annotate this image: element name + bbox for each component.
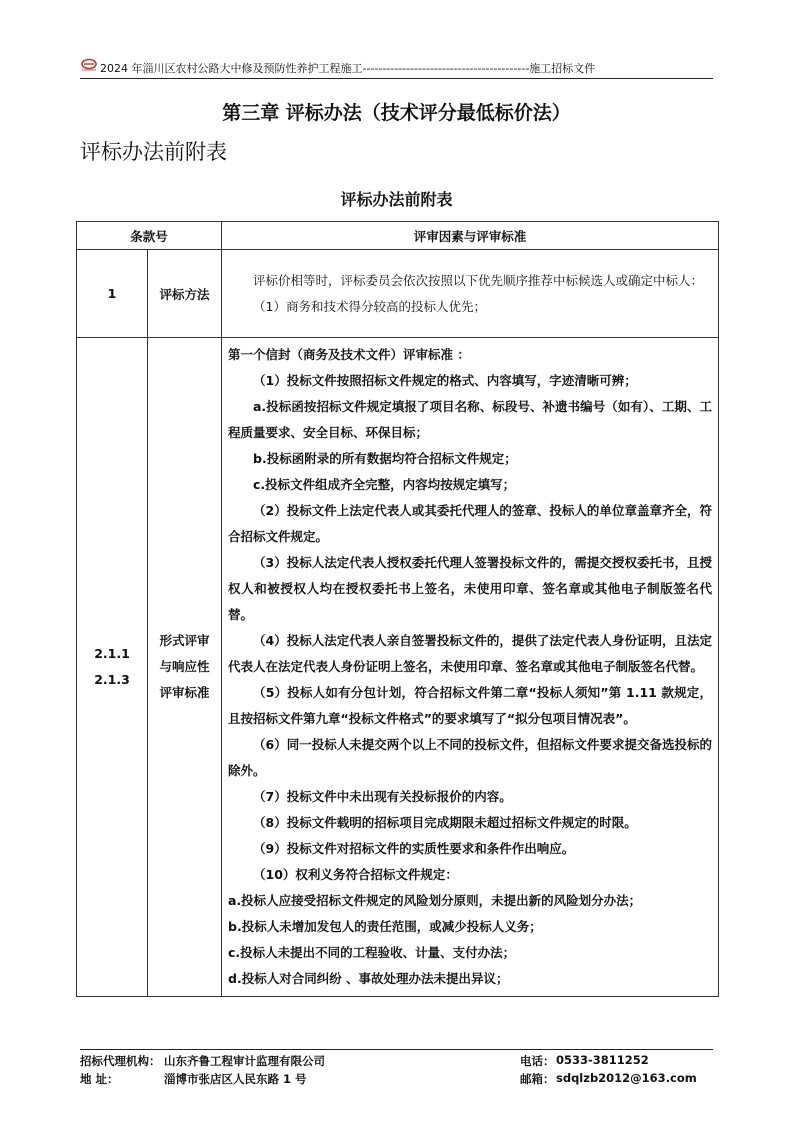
criteria-item: c.投标人未提出不同的工程验收、计量、支付办法； [228, 945, 516, 960]
table-row [77, 338, 719, 997]
section-title: 评标办法前附表 [80, 140, 227, 164]
agency-value: 山东齐鲁工程审计监理有限公司 [164, 1054, 325, 1068]
criteria-item: b.投标人未增加发包人的责任范围，或减少投标人义务； [228, 919, 542, 934]
header-text: 2024 年淄川区农村公路大中修及预防性养护工程施工------------------------------------------施工招标文件 [100, 62, 596, 75]
clause-number: 1 [77, 250, 148, 338]
page-footer [80, 1049, 713, 1086]
criteria-item: （8）投标文件载明的招标项目完成期限未超过招标文件规定的时限。 [253, 815, 637, 830]
chapter-title: 第三章 评标办法（技术评分最低标价法） [222, 102, 571, 124]
criteria-item: （4）投标人法定代表人亲自签署投标文件的，提供了法定代表人身份证明，且法定代表人在法定代表人身份证明上签名，未使用印章、签名章或其他电子制版签名代替。 [228, 633, 712, 674]
criteria-line: 评标价相等时，评标委员会依次按照以下优先顺序推荐中标候选人或确定中标人： [253, 272, 704, 288]
criteria-item: c.投标文件组成齐全完整，内容均按规定填写； [253, 477, 516, 492]
criteria-item: （3）投标人法定代表人授权委托代理人签署投标文件的，需提交授权委托书，且授权人和被授权人均在授权委托书上签名，未使用印章、签名章或其他电子制版签名代替。 [228, 555, 712, 622]
evaluation-table [76, 221, 719, 997]
table-row [77, 250, 719, 338]
phone-label: 电话： [520, 1054, 555, 1068]
clause-number: 2.1.1 2.1.3 [77, 338, 148, 997]
criteria-cell [222, 250, 719, 338]
criteria-item: （6）同一投标人未提交两个以上不同的投标文件，但招标文件要求提交备选投标的除外。 [228, 737, 712, 778]
clause-name: 评标方法 [148, 250, 222, 338]
criteria-item: b.投标函附录的所有数据均符合招标文件规定； [253, 451, 517, 466]
address-label: 地 址： [80, 1072, 119, 1086]
table-header-row [77, 222, 719, 250]
email-value: sdqlzb2012@163.com [556, 1071, 697, 1085]
criteria-item: （9）投标文件对招标文件的实质性要求和条件作出响应。 [253, 841, 575, 856]
col-header-criteria: 评审因素与评审标准 [222, 222, 719, 250]
criteria-item: d.投标人对合同纠纷 、事故处理办法未提出异议； [228, 971, 509, 986]
criteria-item: （1）投标文件按照招标文件规定的格式、内容填写，字迹清晰可辨； [253, 373, 637, 388]
company-logo-icon [80, 58, 98, 72]
criteria-intro: 第一个信封（商务及技术文件）评审标准 ： [228, 347, 470, 362]
phone-value: 0533-3811252 [556, 1053, 649, 1067]
criteria-item: a.投标人应接受招标文件规定的风险划分原则，未提出新的风险划分办法； [228, 893, 642, 908]
criteria-item: （10）权利义务符合招标文件规定： [253, 867, 458, 882]
email-label: 邮箱： [520, 1072, 555, 1086]
criteria-item: （2）投标文件上法定代表人或其委托代理人的签章、投标人的单位章盖章齐全，符合招标文件规定。 [228, 503, 712, 544]
criteria-item: （5）投标人如有分包计划，符合招标文件第二章“投标人须知”第 1.11 款规定，且按招标文件第九章“投标文件格式”的要求填写了“拟分包项目情况表”。 [228, 685, 712, 726]
criteria-item: a.投标函按招标文件规定填报了项目名称、标段号、补遗书编号（如有）、工期、工程质量要求、安全目标、环保目标； [228, 399, 712, 440]
page-header [80, 56, 713, 79]
clause-name: 形式评审 与响应性 评审标准 [148, 338, 222, 997]
table-title: 评标办法前附表 [340, 190, 453, 209]
agency-label: 招标代理机构： [80, 1054, 161, 1068]
address-value: 淄博市张店区人民东路 1 号 [164, 1072, 307, 1086]
criteria-item: （7）投标文件中未出现有关投标报价的内容。 [253, 789, 512, 804]
criteria-line: （1）商务和技术得分较高的投标人优先； [253, 298, 486, 314]
col-header-clause: 条款号 [77, 222, 222, 250]
criteria-cell [222, 338, 719, 997]
